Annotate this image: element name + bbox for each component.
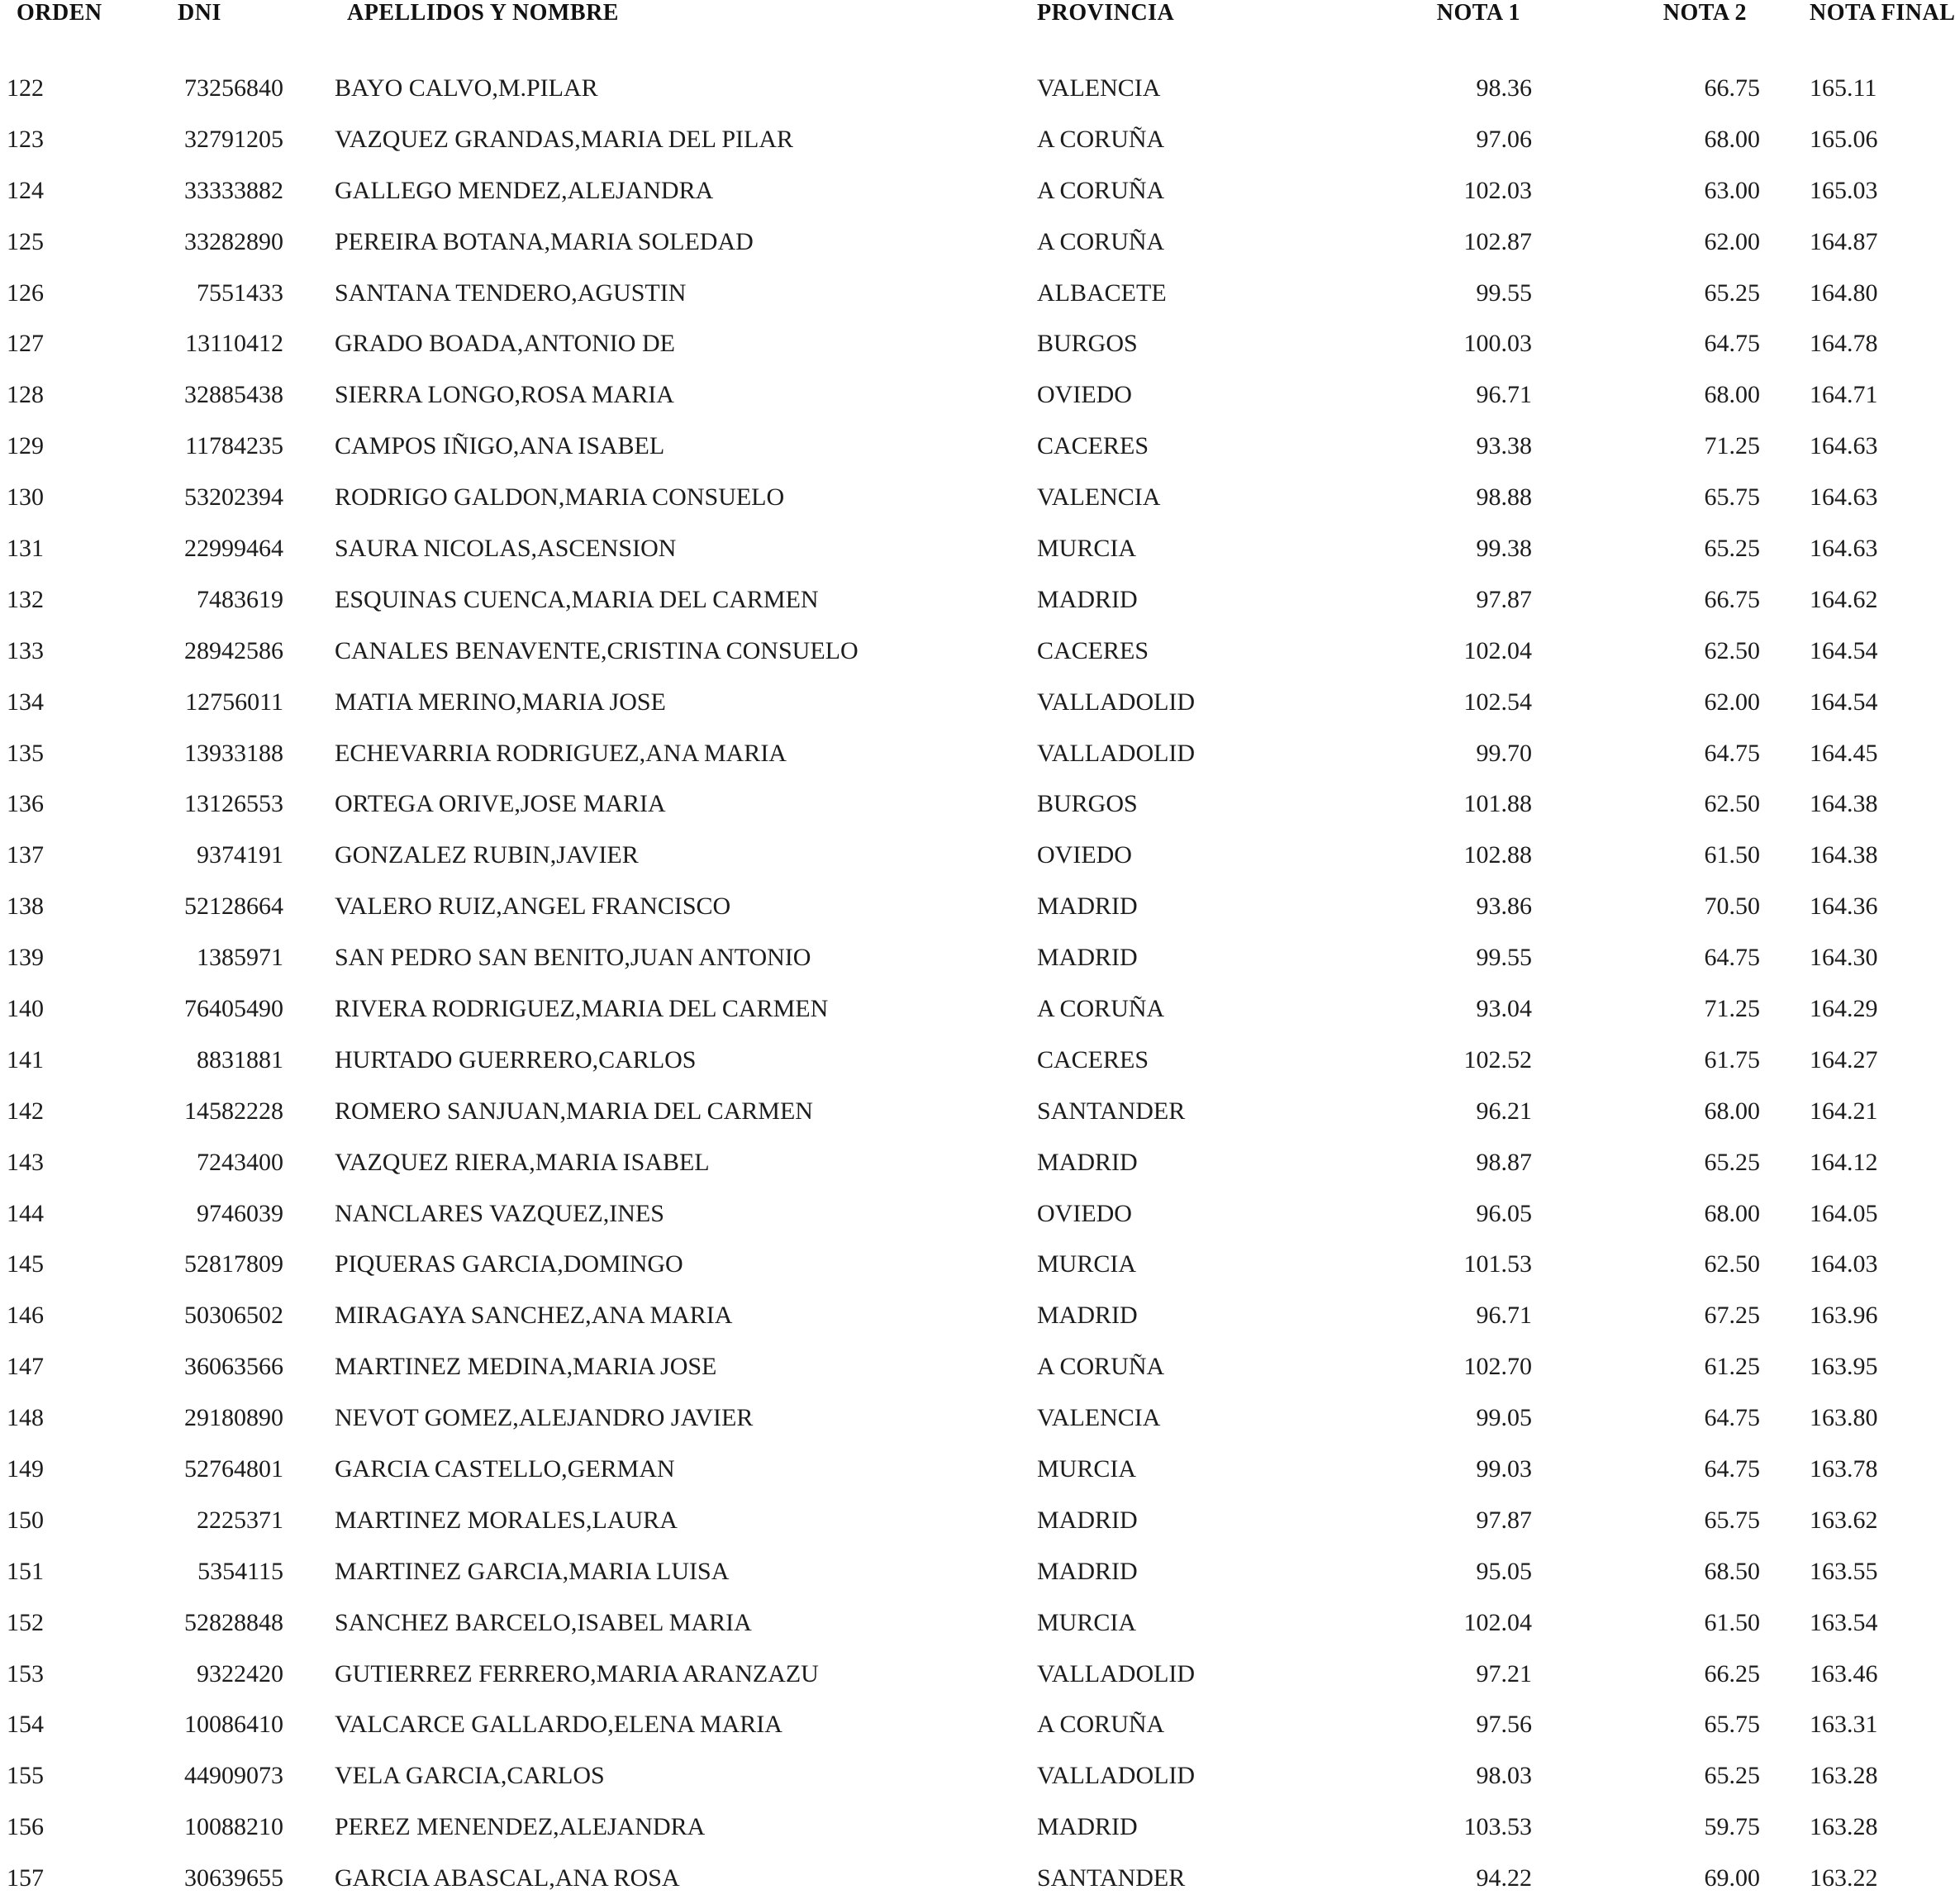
- cell-nombre: HURTADO GUERRERO,CARLOS: [335, 1045, 697, 1073]
- cell-nota-final: 164.62: [1810, 585, 1878, 613]
- cell-nota1: 97.87: [1476, 1506, 1532, 1534]
- cell-provincia: A CORUÑA: [1037, 1711, 1165, 1739]
- cell-dni: 28942586: [184, 636, 283, 664]
- cell-nota2: 64.75: [1704, 1454, 1760, 1483]
- cell-nota1: 99.55: [1476, 278, 1532, 307]
- cell-nota-final: 164.29: [1810, 994, 1878, 1022]
- cell-provincia: SANTANDER: [1037, 1864, 1186, 1892]
- cell-nombre: ESQUINAS CUENCA,MARIA DEL CARMEN: [335, 585, 819, 613]
- cell-nota1: 99.05: [1476, 1404, 1532, 1432]
- cell-nombre: RIVERA RODRIGUEZ,MARIA DEL CARMEN: [335, 994, 829, 1022]
- cell-nota2: 62.50: [1704, 790, 1760, 818]
- cell-nota1: 99.55: [1476, 944, 1532, 972]
- cell-provincia: CACERES: [1037, 636, 1149, 664]
- cell-provincia: CACERES: [1037, 432, 1149, 460]
- cell-nombre: MARTINEZ GARCIA,MARIA LUISA: [335, 1557, 730, 1585]
- cell-nota2: 68.00: [1704, 125, 1760, 153]
- cell-nota1: 96.71: [1476, 1302, 1532, 1330]
- table-row: [0, 369, 1955, 421]
- table-body: [0, 63, 1955, 1904]
- cell-nota-final: 163.78: [1810, 1454, 1878, 1483]
- cell-nota1: 96.21: [1476, 1097, 1532, 1125]
- cell-nombre: CANALES BENAVENTE,CRISTINA CONSUELO: [335, 636, 859, 664]
- table-row: [0, 63, 1955, 114]
- cell-nota2: 62.50: [1704, 1250, 1760, 1278]
- cell-nombre: GUTIERREZ FERRERO,MARIA ARANZAZU: [335, 1659, 819, 1687]
- cell-orden: 156: [7, 1813, 44, 1841]
- cell-dni: 11784235: [185, 432, 283, 460]
- cell-dni: 50306502: [184, 1302, 283, 1330]
- table-row: [0, 1290, 1955, 1341]
- cell-nombre: VALCARCE GALLARDO,ELENA MARIA: [335, 1711, 782, 1739]
- header-orden: ORDEN: [17, 0, 102, 26]
- cell-nombre: ECHEVARRIA RODRIGUEZ,ANA MARIA: [335, 739, 787, 767]
- cell-dni: 52764801: [184, 1454, 283, 1483]
- cell-dni: 52828848: [184, 1608, 283, 1636]
- cell-dni: 13126553: [184, 790, 283, 818]
- cell-nota-final: 164.80: [1810, 278, 1878, 307]
- cell-nota-final: 163.62: [1810, 1506, 1878, 1534]
- cell-nota1: 98.88: [1476, 483, 1532, 512]
- cell-nota2: 65.25: [1704, 278, 1760, 307]
- table-row: [0, 830, 1955, 881]
- cell-orden: 131: [7, 534, 44, 562]
- cell-provincia: A CORUÑA: [1037, 227, 1165, 255]
- cell-orden: 138: [7, 892, 44, 921]
- cell-nota2: 59.75: [1704, 1813, 1760, 1841]
- cell-dni: 52817809: [184, 1250, 283, 1278]
- cell-nota2: 61.50: [1704, 1608, 1760, 1636]
- cell-nota1: 98.36: [1476, 74, 1532, 102]
- cell-nota-final: 164.05: [1810, 1199, 1878, 1227]
- cell-nombre: PIQUERAS GARCIA,DOMINGO: [335, 1250, 683, 1278]
- table-header: [0, 0, 1955, 63]
- cell-nota-final: 163.28: [1810, 1762, 1878, 1790]
- cell-nota2: 66.25: [1704, 1659, 1760, 1687]
- cell-orden: 132: [7, 585, 44, 613]
- cell-provincia: VALLADOLID: [1037, 1659, 1196, 1687]
- cell-dni: 2225371: [197, 1506, 283, 1534]
- cell-nota-final: 164.03: [1810, 1250, 1878, 1278]
- cell-orden: 151: [7, 1557, 44, 1585]
- cell-nota1: 97.56: [1476, 1711, 1532, 1739]
- cell-nota1: 102.04: [1463, 1608, 1532, 1636]
- cell-orden: 143: [7, 1148, 44, 1176]
- cell-provincia: VALENCIA: [1037, 483, 1161, 512]
- cell-nota-final: 164.36: [1810, 892, 1878, 921]
- cell-nota2: 64.75: [1704, 944, 1760, 972]
- cell-nota1: 97.21: [1476, 1659, 1532, 1687]
- cell-nota2: 66.75: [1704, 74, 1760, 102]
- cell-nombre: CAMPOS IÑIGO,ANA ISABEL: [335, 432, 665, 460]
- cell-orden: 157: [7, 1864, 44, 1892]
- cell-nota2: 64.75: [1704, 739, 1760, 767]
- cell-nota-final: 164.63: [1810, 432, 1878, 460]
- cell-nota2: 63.00: [1704, 176, 1760, 204]
- cell-orden: 129: [7, 432, 44, 460]
- cell-orden: 127: [7, 330, 44, 358]
- cell-provincia: MADRID: [1037, 1813, 1138, 1841]
- table-row: [0, 677, 1955, 728]
- cell-dni: 14582228: [184, 1097, 283, 1125]
- cell-orden: 126: [7, 278, 44, 307]
- cell-provincia: MADRID: [1037, 1506, 1138, 1534]
- cell-nota1: 101.88: [1463, 790, 1532, 818]
- table-row: [0, 268, 1955, 319]
- cell-nota1: 102.87: [1463, 227, 1532, 255]
- cell-provincia: MURCIA: [1037, 1250, 1137, 1278]
- cell-orden: 133: [7, 636, 44, 664]
- cell-provincia: BURGOS: [1037, 790, 1138, 818]
- cell-provincia: MURCIA: [1037, 1454, 1137, 1483]
- cell-dni: 13933188: [184, 739, 283, 767]
- cell-orden: 155: [7, 1762, 44, 1790]
- cell-nota1: 101.53: [1463, 1250, 1532, 1278]
- cell-nota-final: 165.06: [1810, 125, 1878, 153]
- cell-nota-final: 164.38: [1810, 790, 1878, 818]
- table-row: [0, 1035, 1955, 1086]
- cell-provincia: VALENCIA: [1037, 1404, 1161, 1432]
- cell-nombre: PEREZ MENENDEZ,ALEJANDRA: [335, 1813, 706, 1841]
- cell-nota2: 62.00: [1704, 227, 1760, 255]
- cell-orden: 152: [7, 1608, 44, 1636]
- table-row: [0, 1495, 1955, 1546]
- cell-nota1: 93.04: [1476, 994, 1532, 1022]
- cell-dni: 33282890: [184, 227, 283, 255]
- cell-nota2: 71.25: [1704, 432, 1760, 460]
- cell-nombre: GALLEGO MENDEZ,ALEJANDRA: [335, 176, 714, 204]
- cell-dni: 52128664: [184, 892, 283, 921]
- cell-provincia: VALLADOLID: [1037, 1762, 1196, 1790]
- cell-provincia: A CORUÑA: [1037, 1353, 1165, 1381]
- table-row: [0, 626, 1955, 677]
- cell-nota1: 97.06: [1476, 125, 1532, 153]
- cell-dni: 53202394: [184, 483, 283, 512]
- cell-nota1: 96.71: [1476, 381, 1532, 409]
- table-row: [0, 421, 1955, 472]
- table-row: [0, 1392, 1955, 1444]
- cell-orden: 154: [7, 1711, 44, 1739]
- cell-orden: 141: [7, 1045, 44, 1073]
- cell-orden: 122: [7, 74, 44, 102]
- cell-dni: 22999464: [184, 534, 283, 562]
- cell-nota-final: 163.80: [1810, 1404, 1878, 1432]
- cell-nota2: 67.25: [1704, 1302, 1760, 1330]
- cell-nota-final: 164.45: [1810, 739, 1878, 767]
- cell-nota1: 102.70: [1463, 1353, 1532, 1381]
- cell-nombre: MARTINEZ MEDINA,MARIA JOSE: [335, 1353, 717, 1381]
- cell-dni: 10086410: [184, 1711, 283, 1739]
- cell-nota2: 68.00: [1704, 381, 1760, 409]
- cell-dni: 9374191: [197, 841, 283, 869]
- table-row: [0, 1546, 1955, 1597]
- cell-orden: 140: [7, 994, 44, 1022]
- cell-nota1: 99.70: [1476, 739, 1532, 767]
- cell-nota-final: 163.96: [1810, 1302, 1878, 1330]
- cell-nota-final: 163.46: [1810, 1659, 1878, 1687]
- cell-orden: 146: [7, 1302, 44, 1330]
- cell-nota-final: 164.78: [1810, 330, 1878, 358]
- cell-provincia: OVIEDO: [1037, 381, 1132, 409]
- cell-nota2: 61.25: [1704, 1353, 1760, 1381]
- cell-provincia: MADRID: [1037, 585, 1138, 613]
- table-row: [0, 318, 1955, 369]
- cell-dni: 29180890: [184, 1404, 283, 1432]
- cell-dni: 9746039: [197, 1199, 283, 1227]
- cell-dni: 33333882: [184, 176, 283, 204]
- cell-nota1: 95.05: [1476, 1557, 1532, 1585]
- table-row: [0, 983, 1955, 1035]
- cell-nota2: 65.75: [1704, 1506, 1760, 1534]
- cell-nombre: SAN PEDRO SAN BENITO,JUAN ANTONIO: [335, 944, 811, 972]
- cell-nota1: 99.03: [1476, 1454, 1532, 1483]
- cell-nota1: 102.88: [1463, 841, 1532, 869]
- cell-dni: 7551433: [197, 278, 283, 307]
- table-row: [0, 932, 1955, 983]
- cell-provincia: ALBACETE: [1037, 278, 1167, 307]
- header-row: [0, 0, 1955, 30]
- cell-orden: 149: [7, 1454, 44, 1483]
- cell-orden: 124: [7, 176, 44, 204]
- cell-nota2: 61.50: [1704, 841, 1760, 869]
- cell-nombre: GRADO BOADA,ANTONIO DE: [335, 330, 675, 358]
- cell-nota-final: 164.27: [1810, 1045, 1878, 1073]
- cell-nota-final: 164.30: [1810, 944, 1878, 972]
- cell-nota-final: 164.71: [1810, 381, 1878, 409]
- header-nota-final: NOTA FINAL: [1810, 0, 1955, 26]
- cell-nombre: VAZQUEZ RIERA,MARIA ISABEL: [335, 1148, 710, 1176]
- cell-nombre: VALERO RUIZ,ANGEL FRANCISCO: [335, 892, 731, 921]
- cell-nombre: SAURA NICOLAS,ASCENSION: [335, 534, 677, 562]
- cell-provincia: VALLADOLID: [1037, 688, 1196, 716]
- cell-nombre: NANCLARES VAZQUEZ,INES: [335, 1199, 664, 1227]
- cell-nota-final: 165.11: [1810, 74, 1877, 102]
- header-provincia: PROVINCIA: [1037, 0, 1175, 26]
- table-row: [0, 1750, 1955, 1802]
- table-row: [0, 165, 1955, 217]
- cell-nombre: RODRIGO GALDON,MARIA CONSUELO: [335, 483, 785, 512]
- cell-nota2: 69.00: [1704, 1864, 1760, 1892]
- cell-nota1: 102.54: [1463, 688, 1532, 716]
- cell-nota-final: 164.63: [1810, 483, 1878, 512]
- cell-nota1: 100.03: [1463, 330, 1532, 358]
- cell-orden: 150: [7, 1506, 44, 1534]
- cell-dni: 30639655: [184, 1864, 283, 1892]
- cell-nota2: 68.00: [1704, 1097, 1760, 1125]
- cell-nombre: GONZALEZ RUBIN,JAVIER: [335, 841, 639, 869]
- cell-nota2: 70.50: [1704, 892, 1760, 921]
- cell-nombre: VELA GARCIA,CARLOS: [335, 1762, 605, 1790]
- cell-orden: 125: [7, 227, 44, 255]
- cell-nombre: GARCIA CASTELLO,GERMAN: [335, 1454, 675, 1483]
- cell-nombre: ORTEGA ORIVE,JOSE MARIA: [335, 790, 666, 818]
- cell-provincia: OVIEDO: [1037, 1199, 1132, 1227]
- cell-dni: 10088210: [184, 1813, 283, 1841]
- cell-nombre: NEVOT GOMEZ,ALEJANDRO JAVIER: [335, 1404, 754, 1432]
- cell-nota-final: 164.12: [1810, 1148, 1878, 1176]
- cell-provincia: SANTANDER: [1037, 1097, 1186, 1125]
- cell-dni: 32791205: [184, 125, 283, 153]
- cell-provincia: VALLADOLID: [1037, 739, 1196, 767]
- table-row: [0, 1341, 1955, 1392]
- cell-nota-final: 164.63: [1810, 534, 1878, 562]
- cell-nota2: 65.25: [1704, 1148, 1760, 1176]
- cell-provincia: OVIEDO: [1037, 841, 1132, 869]
- cell-orden: 128: [7, 381, 44, 409]
- cell-nota1: 98.03: [1476, 1762, 1532, 1790]
- cell-orden: 142: [7, 1097, 44, 1125]
- cell-provincia: MADRID: [1037, 944, 1138, 972]
- cell-provincia: MURCIA: [1037, 534, 1137, 562]
- cell-provincia: MADRID: [1037, 1148, 1138, 1176]
- cell-dni: 32885438: [184, 381, 283, 409]
- cell-nota1: 93.38: [1476, 432, 1532, 460]
- table-row: [0, 523, 1955, 574]
- cell-nota2: 64.75: [1704, 1404, 1760, 1432]
- cell-nota1: 97.87: [1476, 585, 1532, 613]
- cell-provincia: MADRID: [1037, 892, 1138, 921]
- cell-orden: 145: [7, 1250, 44, 1278]
- cell-dni: 76405490: [184, 994, 283, 1022]
- cell-nota-final: 163.54: [1810, 1608, 1878, 1636]
- cell-dni: 5354115: [197, 1557, 283, 1585]
- cell-dni: 7483619: [197, 585, 283, 613]
- cell-nombre: SANCHEZ BARCELO,ISABEL MARIA: [335, 1608, 752, 1636]
- cell-nota1: 94.22: [1476, 1864, 1532, 1892]
- cell-nombre: MIRAGAYA SANCHEZ,ANA MARIA: [335, 1302, 733, 1330]
- cell-orden: 144: [7, 1199, 44, 1227]
- cell-orden: 153: [7, 1659, 44, 1687]
- cell-nombre: BAYO CALVO,M.PILAR: [335, 74, 598, 102]
- cell-nota2: 65.25: [1704, 534, 1760, 562]
- cell-nota2: 65.75: [1704, 483, 1760, 512]
- cell-provincia: MADRID: [1037, 1557, 1138, 1585]
- cell-orden: 130: [7, 483, 44, 512]
- cell-nota2: 64.75: [1704, 330, 1760, 358]
- cell-orden: 135: [7, 739, 44, 767]
- cell-dni: 9322420: [197, 1659, 283, 1687]
- cell-dni: 8831881: [197, 1045, 283, 1073]
- cell-nota2: 68.50: [1704, 1557, 1760, 1585]
- cell-nota-final: 163.55: [1810, 1557, 1878, 1585]
- cell-nota-final: 164.54: [1810, 688, 1878, 716]
- cell-nota2: 62.50: [1704, 636, 1760, 664]
- cell-nota2: 62.00: [1704, 688, 1760, 716]
- table-row: [0, 472, 1955, 523]
- cell-orden: 147: [7, 1353, 44, 1381]
- cell-provincia: MADRID: [1037, 1302, 1138, 1330]
- cell-nota2: 61.75: [1704, 1045, 1760, 1073]
- table-row: [0, 1597, 1955, 1649]
- cell-provincia: A CORUÑA: [1037, 125, 1165, 153]
- table-row: [0, 114, 1955, 165]
- table-row: [0, 778, 1955, 830]
- cell-provincia: A CORUÑA: [1037, 176, 1165, 204]
- cell-nombre: SIERRA LONGO,ROSA MARIA: [335, 381, 674, 409]
- cell-nota1: 96.05: [1476, 1199, 1532, 1227]
- cell-nota2: 65.25: [1704, 1762, 1760, 1790]
- cell-nota1: 103.53: [1463, 1813, 1532, 1841]
- header-dni: DNI: [178, 0, 221, 26]
- table-row: [0, 728, 1955, 779]
- header-nombre: APELLIDOS Y NOMBRE: [347, 0, 619, 26]
- cell-nota1: 102.52: [1463, 1045, 1532, 1073]
- table-row: [0, 1444, 1955, 1495]
- cell-dni: 12756011: [185, 688, 283, 716]
- cell-nota1: 93.86: [1476, 892, 1532, 921]
- table-row: [0, 881, 1955, 932]
- cell-nota1: 102.03: [1463, 176, 1532, 204]
- cell-nota-final: 165.03: [1810, 176, 1878, 204]
- cell-nombre: ROMERO SANJUAN,MARIA DEL CARMEN: [335, 1097, 813, 1125]
- cell-orden: 136: [7, 790, 44, 818]
- cell-nota2: 65.75: [1704, 1711, 1760, 1739]
- cell-orden: 134: [7, 688, 44, 716]
- table-row: [0, 1853, 1955, 1904]
- cell-orden: 123: [7, 125, 44, 153]
- cell-orden: 139: [7, 944, 44, 972]
- table-row: [0, 1649, 1955, 1700]
- cell-nota-final: 163.95: [1810, 1353, 1878, 1381]
- cell-nota-final: 164.21: [1810, 1097, 1878, 1125]
- cell-nombre: SANTANA TENDERO,AGUSTIN: [335, 278, 687, 307]
- cell-nota-final: 163.31: [1810, 1711, 1878, 1739]
- header-spacer: [0, 30, 1955, 63]
- table-row: [0, 1086, 1955, 1137]
- cell-nota-final: 163.28: [1810, 1813, 1878, 1841]
- cell-nota-final: 164.87: [1810, 227, 1878, 255]
- cell-nota1: 98.87: [1476, 1148, 1532, 1176]
- cell-nota-final: 163.22: [1810, 1864, 1878, 1892]
- cell-nombre: MARTINEZ MORALES,LAURA: [335, 1506, 678, 1534]
- cell-nota1: 99.38: [1476, 534, 1532, 562]
- table-row: [0, 217, 1955, 268]
- cell-nombre: PEREIRA BOTANA,MARIA SOLEDAD: [335, 227, 754, 255]
- cell-provincia: VALENCIA: [1037, 74, 1161, 102]
- cell-provincia: BURGOS: [1037, 330, 1138, 358]
- table-row: [0, 1802, 1955, 1853]
- table-row: [0, 1188, 1955, 1240]
- table-row: [0, 1700, 1955, 1751]
- cell-dni: 36063566: [184, 1353, 283, 1381]
- cell-provincia: CACERES: [1037, 1045, 1149, 1073]
- cell-provincia: MURCIA: [1037, 1608, 1137, 1636]
- cell-dni: 73256840: [184, 74, 283, 102]
- cell-nota2: 68.00: [1704, 1199, 1760, 1227]
- cell-nota-final: 164.54: [1810, 636, 1878, 664]
- cell-orden: 148: [7, 1404, 44, 1432]
- cell-dni: 7243400: [197, 1148, 283, 1176]
- cell-nota2: 66.75: [1704, 585, 1760, 613]
- header-nota1: NOTA 1: [1436, 0, 1520, 26]
- cell-dni: 1385971: [197, 944, 283, 972]
- cell-nombre: VAZQUEZ GRANDAS,MARIA DEL PILAR: [335, 125, 794, 153]
- cell-dni: 13110412: [185, 330, 283, 358]
- cell-nota-final: 164.38: [1810, 841, 1878, 869]
- cell-nombre: GARCIA ABASCAL,ANA ROSA: [335, 1864, 680, 1892]
- table-row: [0, 1239, 1955, 1290]
- table-row: [0, 574, 1955, 626]
- table-row: [0, 1137, 1955, 1188]
- cell-nota2: 71.25: [1704, 994, 1760, 1022]
- cell-nombre: MATIA MERINO,MARIA JOSE: [335, 688, 666, 716]
- header-nota2: NOTA 2: [1662, 0, 1747, 26]
- cell-dni: 44909073: [184, 1762, 283, 1790]
- cell-orden: 137: [7, 841, 44, 869]
- cell-provincia: A CORUÑA: [1037, 994, 1165, 1022]
- cell-nota1: 102.04: [1463, 636, 1532, 664]
